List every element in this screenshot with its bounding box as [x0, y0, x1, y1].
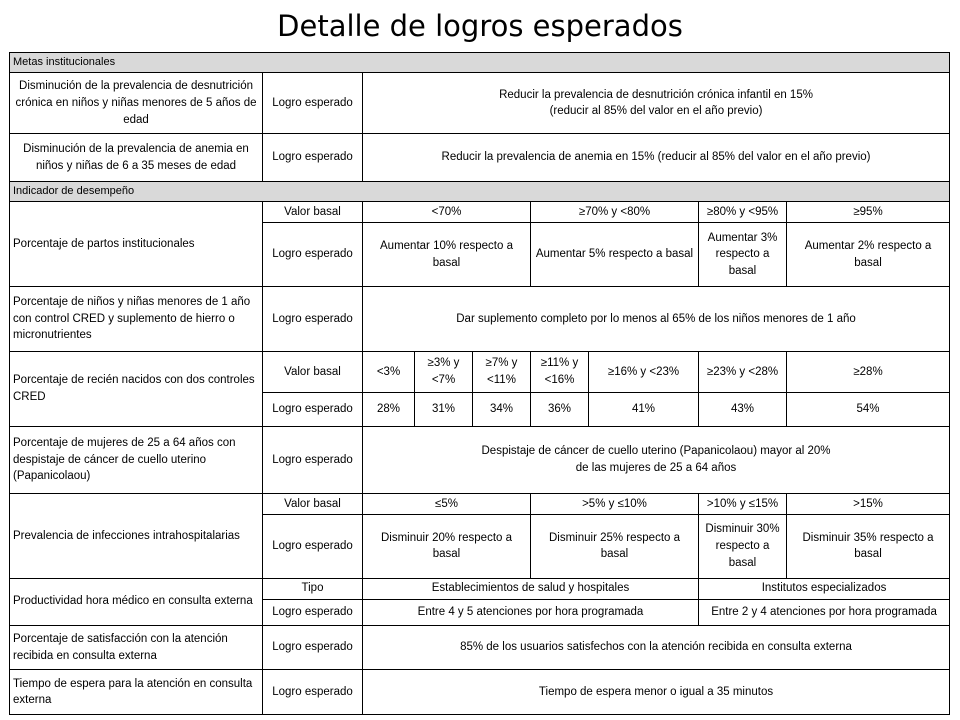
meta-text-line1: Reducir la prevalencia de desnutrición crónica infantil en 15%	[499, 88, 813, 101]
basal-cell: ≥70% y <80%	[531, 202, 699, 223]
indicator-name: Porcentaje de niños y niñas menores de 1 año con control CRED y suplemento de hierro o micronutrientes	[10, 286, 263, 352]
logro-cell: Entre 2 y 4 atenciones por hora programada	[699, 599, 950, 625]
section-row-indicador	[10, 182, 950, 202]
basal-cell: ≥95%	[787, 202, 950, 223]
table-row	[10, 426, 950, 494]
table-row	[10, 202, 950, 223]
section-indicador: Indicador de desempeño	[10, 182, 950, 202]
logro-label: Logro esperado	[263, 392, 363, 426]
section-metas: Metas institucionales	[10, 53, 950, 73]
logro-cell: Aumentar 2% respecto a basal	[787, 223, 950, 287]
logro-label: Logro esperado	[263, 599, 363, 625]
logro-cell: 54%	[787, 392, 950, 426]
logro-label: Logro esperado	[263, 223, 363, 287]
logro-text: Tiempo de espera menor o igual a 35 minutos	[363, 670, 950, 715]
logro-cell: Aumentar 5% respecto a basal	[531, 223, 699, 287]
logro-label: Logro esperado	[263, 625, 363, 669]
logro-label: Logro esperado	[263, 426, 363, 494]
logros-table	[9, 52, 950, 715]
logro-cell: 31%	[415, 392, 473, 426]
meta-name: Disminución de la prevalencia de anemia en niños y niñas de 6 a 35 meses de edad	[10, 134, 263, 182]
tipo-cell: Establecimientos de salud y hospitales	[363, 578, 699, 599]
basal-cell: ≥23% y <28%	[699, 352, 787, 392]
meta-text	[363, 73, 950, 134]
indicator-name: Porcentaje de satisfacción con la atención recibida en consulta externa	[10, 625, 263, 669]
logro-cell: Aumentar 10% respecto a basal	[363, 223, 531, 287]
table-row	[10, 578, 950, 599]
table-row	[10, 352, 950, 392]
valor-basal-label: Valor basal	[263, 352, 363, 392]
section-row-metas	[10, 53, 950, 73]
logro-cell: 28%	[363, 392, 415, 426]
indicator-name: Prevalencia de infecciones intrahospitalarias	[10, 494, 263, 578]
indicator-name: Tiempo de espera para la atención en consulta externa	[10, 670, 263, 715]
basal-cell: ≥11% y <16%	[531, 352, 589, 392]
logro-cell: Entre 4 y 5 atenciones por hora programada	[363, 599, 699, 625]
indicator-name: Porcentaje de mujeres de 25 a 64 años con despistaje de cáncer de cuello uterino (Papanicolaou)	[10, 426, 263, 494]
logro-cell: 43%	[699, 392, 787, 426]
logro-cell: 34%	[473, 392, 531, 426]
basal-cell: ≥16% y <23%	[589, 352, 699, 392]
table-row	[10, 73, 950, 134]
basal-cell: <3%	[363, 352, 415, 392]
table-row	[10, 625, 950, 669]
basal-cell: >10% y ≤15%	[699, 494, 787, 515]
logro-cell: Aumentar 3% respecto a basal	[699, 223, 787, 287]
valor-basal-label: Valor basal	[263, 494, 363, 515]
logro-text: Dar suplemento completo por lo menos al 65% de los niños menores de 1 año	[363, 286, 950, 352]
logro-cell: Disminuir 25% respecto a basal	[531, 515, 699, 579]
logro-cell: Disminuir 20% respecto a basal	[363, 515, 531, 579]
table-row	[10, 286, 950, 352]
table-row	[10, 670, 950, 715]
meta-name: Disminución de la prevalencia de desnutrición crónica en niños y niñas menores de 5 años de edad	[10, 73, 263, 134]
logro-text: 85% de los usuarios satisfechos con la atención recibida en consulta externa	[363, 625, 950, 669]
logro-label: Logro esperado	[263, 73, 363, 134]
valor-basal-label: Valor basal	[263, 202, 363, 223]
table-row	[10, 134, 950, 182]
logro-text-line2: de las mujeres de 25 a 64 años	[575, 461, 737, 474]
basal-cell: >15%	[787, 494, 950, 515]
logro-label: Logro esperado	[263, 515, 363, 579]
basal-cell: ≤5%	[363, 494, 531, 515]
basal-cell: >5% y ≤10%	[531, 494, 699, 515]
logro-cell: 36%	[531, 392, 589, 426]
indicator-name: Productividad hora médico en consulta externa	[10, 578, 263, 625]
table-row	[10, 494, 950, 515]
basal-cell: ≥7% y <11%	[473, 352, 531, 392]
tipo-cell: Institutos especializados	[699, 578, 950, 599]
logro-cell: Disminuir 30% respecto a basal	[699, 515, 787, 579]
tipo-label: Tipo	[263, 578, 363, 599]
basal-cell: ≥80% y <95%	[699, 202, 787, 223]
basal-cell: ≥3% y <7%	[415, 352, 473, 392]
logro-text-line1: Despistaje de cáncer de cuello uterino (Papanicolaou) mayor al 20%	[481, 445, 831, 458]
indicator-name: Porcentaje de recién nacidos con dos controles CRED	[10, 352, 263, 426]
basal-cell: <70%	[363, 202, 531, 223]
indicator-name: Porcentaje de partos institucionales	[10, 202, 263, 287]
page-title: Detalle de logros esperados	[277, 9, 683, 43]
basal-cell: ≥28%	[787, 352, 950, 392]
logro-cell: Disminuir 35% respecto a basal	[787, 515, 950, 579]
logro-label: Logro esperado	[263, 134, 363, 182]
meta-text-line2: (reducir al 85% del valor en el año previo)	[549, 105, 763, 118]
meta-text: Reducir la prevalencia de anemia en 15% (reducir al 85% del valor en el año previo)	[363, 134, 950, 182]
logro-text	[363, 426, 950, 494]
logro-label: Logro esperado	[263, 670, 363, 715]
logro-cell: 41%	[589, 392, 699, 426]
logro-label: Logro esperado	[263, 286, 363, 352]
